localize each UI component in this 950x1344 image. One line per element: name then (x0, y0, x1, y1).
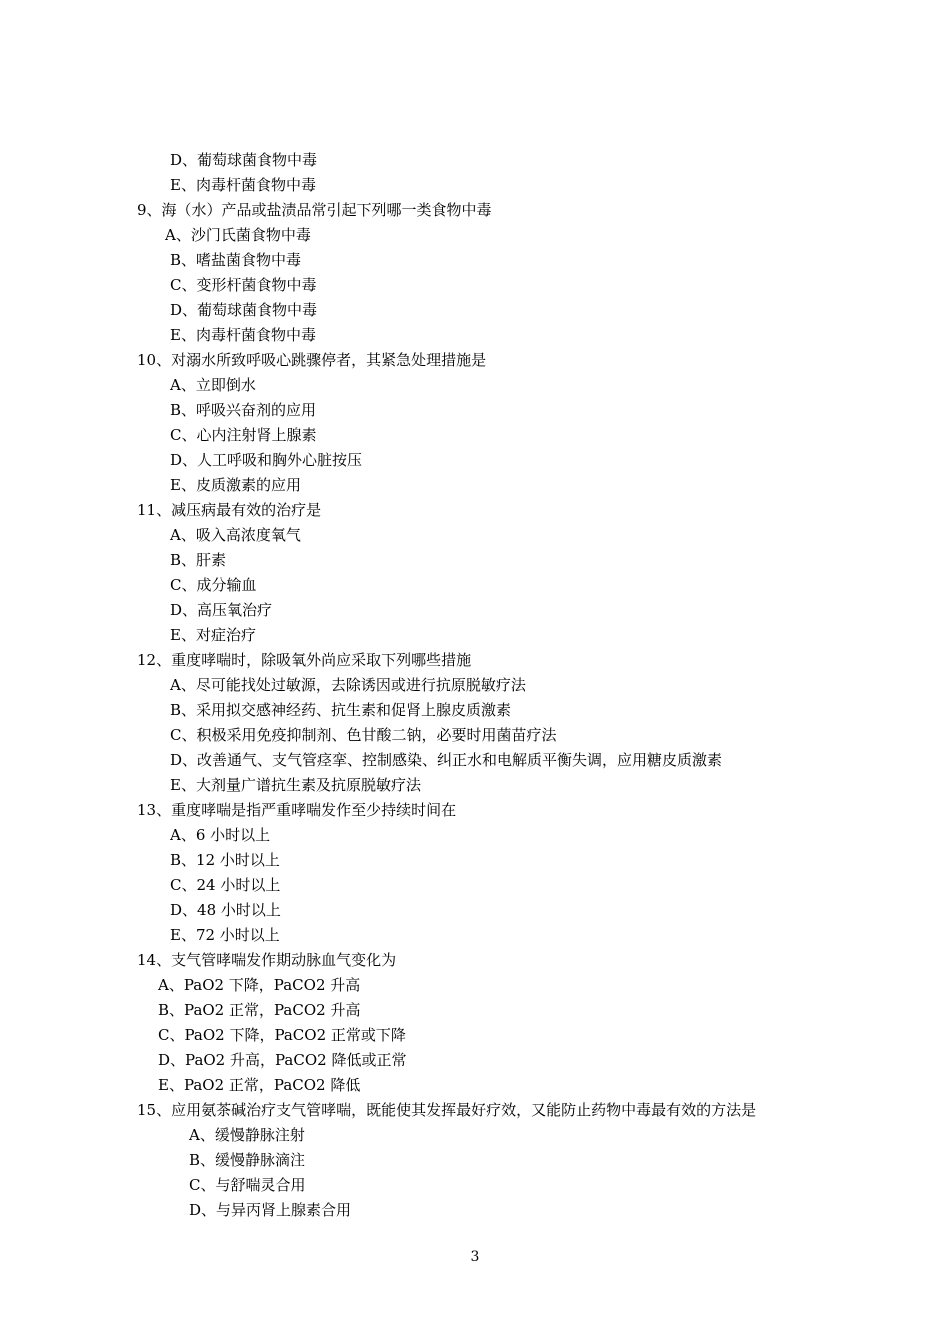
option-b: B、呼吸兴奋剂的应用 (170, 401, 317, 419)
question-14-stem: 14、支气管哮喘发作期动脉血气变化为 (137, 951, 397, 969)
option-e: E、对症治疗 (170, 626, 256, 644)
question-9-stem: 9、海（水）产品或盐渍品常引起下列哪一类食物中毒 (137, 201, 492, 219)
option-a: A、吸入高浓度氧气 (170, 526, 301, 544)
option-a: A、6 小时以上 (170, 826, 271, 844)
option-c: C、积极采用免疫抑制剂、色甘酸二钠，必要时用菌苗疗法 (170, 726, 557, 744)
option-b: B、12 小时以上 (170, 851, 280, 869)
option-d: D、改善通气、支气管痉挛、控制感染、纠正水和电解质平衡失调，应用糖皮质激素 (170, 751, 723, 769)
option-e: E、肉毒杆菌食物中毒 (170, 326, 316, 344)
option-b: B、肝素 (170, 551, 227, 569)
option-d: D、高压氧治疗 (170, 601, 273, 619)
option-a: A、尽可能找处过敏源，去除诱因或进行抗原脱敏疗法 (170, 676, 526, 694)
option-e: E、PaO2 正常，PaCO2 降低 (158, 1076, 361, 1094)
option-a: A、立即倒水 (170, 376, 256, 394)
question-13-stem: 13、重度哮喘是指严重哮喘发作至少持续时间在 (137, 801, 457, 819)
option-e: E、肉毒杆菌食物中毒 (170, 176, 316, 194)
option-d: D、48 小时以上 (170, 901, 281, 919)
option-d: D、PaO2 升高，PaCO2 降低或正常 (158, 1051, 407, 1069)
option-b: B、嗜盐菌食物中毒 (170, 251, 302, 269)
option-d: D、人工呼吸和胸外心脏按压 (170, 451, 363, 469)
question-10-stem: 10、对溺水所致呼吸心跳骤停者，其紧急处理措施是 (137, 351, 487, 369)
option-c: C、与舒喘灵合用 (189, 1176, 306, 1194)
option-a: A、PaO2 下降，PaCO2 升高 (158, 976, 361, 994)
option-c: C、成分输血 (170, 576, 257, 594)
option-e: E、72 小时以上 (170, 926, 280, 944)
option-c: C、变形杆菌食物中毒 (170, 276, 317, 294)
option-e: E、皮质激素的应用 (170, 476, 301, 494)
question-11-stem: 11、减压病最有效的治疗是 (137, 501, 322, 519)
option-d: D、葡萄球菌食物中毒 (170, 151, 318, 169)
option-b: B、缓慢静脉滴注 (189, 1151, 306, 1169)
option-a: A、沙门氏菌食物中毒 (165, 226, 311, 244)
page-number: 3 (470, 1249, 480, 1265)
question-12-stem: 12、重度哮喘时，除吸氧外尚应采取下列哪些措施 (137, 651, 472, 669)
option-e: E、大剂量广谱抗生素及抗原脱敏疗法 (170, 776, 421, 794)
option-c: C、心内注射肾上腺素 (170, 426, 317, 444)
option-b: B、PaO2 正常，PaCO2 升高 (158, 1001, 361, 1019)
option-a: A、缓慢静脉注射 (189, 1126, 305, 1144)
option-d: D、与异丙肾上腺素合用 (189, 1201, 352, 1219)
option-c: C、24 小时以上 (170, 876, 281, 894)
question-15-stem: 15、应用氨茶碱治疗支气管哮喘，既能使其发挥最好疗效，又能防止药物中毒最有效的方法是 (137, 1101, 757, 1119)
option-d: D、葡萄球菌食物中毒 (170, 301, 318, 319)
option-c: C、PaO2 下降，PaCO2 正常或下降 (158, 1026, 406, 1044)
option-b: B、采用拟交感神经药、抗生素和促肾上腺皮质激素 (170, 701, 512, 719)
